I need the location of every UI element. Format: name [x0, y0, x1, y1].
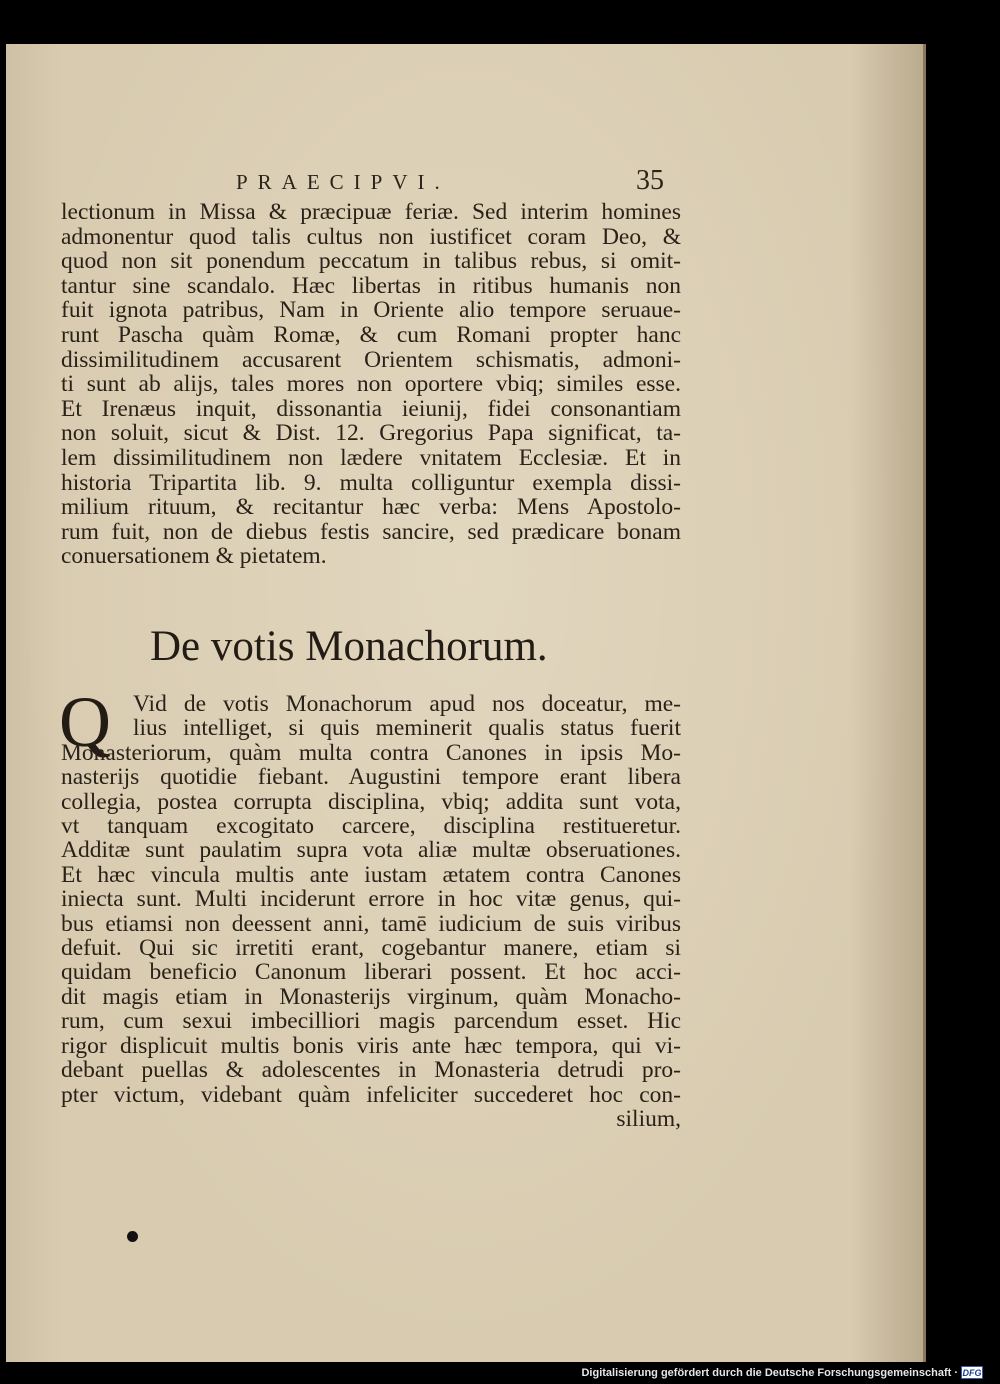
text-line: iniecta sunt. Multi inciderunt errore in hoc vitæ genus, qui- [61, 886, 681, 913]
text-line: fuit ignota patribus, Nam in Oriente alio tempore seruaue- [61, 297, 681, 324]
text-line: lius intelliget, si quis meminerit qualis status fuerit [133, 715, 681, 742]
text-line: lectionum in Missa & præcipuæ feriæ. Sed interim homines [61, 199, 681, 225]
dfg-logo-icon: DFG [962, 1368, 982, 1378]
text-line: vt tanquam excogitato carcere, disciplina restitueretur. [61, 813, 681, 840]
catchword: silium, [616, 1105, 681, 1132]
text-line: Additæ sunt paulatim supra vota aliæ multæ obseruationes. [61, 837, 681, 864]
text-line: dissimilitudinem accusarent Orientem schismatis, admoni- [61, 346, 681, 373]
text-line: debant puellas & adolescentes in Monasteria detrudi pro- [61, 1057, 681, 1084]
digitization-credit: Digitalisierung gefördert durch die Deutsche Forschungsgemeinschaft · [581, 1367, 958, 1379]
text-line: quod non sit ponendum peccatum in talibus rebus, si omit- [61, 248, 681, 275]
text-line: rigor displicuit multis bonis viris ante hæc tempora, qui vi- [61, 1032, 681, 1059]
text-line: lem dissimilitudinem non lædere vnitatem Ecclesiæ. Et in [61, 444, 681, 471]
text-line: Et hæc vincula multis ante iustam ætatem contra Canones [61, 861, 681, 888]
text-line: Vid de votis Monachorum apud nos doceatur, me- [133, 691, 681, 717]
text-line: Et Irenæus inquit, dissonantia ieiunij, fidei consonantiam [61, 395, 681, 422]
text-line: quidam beneficio Canonum liberari possent. Et hoc acci- [61, 959, 681, 986]
text-line: bus etiamsi non deessent anni, tamē iudicium de suis viribus [61, 910, 681, 937]
text-line: rum fuit, non de diebus festis sancire, sed prædicare bonam [61, 518, 681, 545]
paragraph-2 [59, 682, 681, 1132]
text-line: defuit. Qui sic irretiti erant, cogebantur manere, etiam si [61, 935, 681, 962]
ink-dot [127, 1231, 138, 1242]
text-line: historia Tripartita lib. 9. multa colliguntur exempla dissi- [61, 469, 681, 496]
text-line: pter victum, videbant quàm infeliciter succederet hoc con- [61, 1081, 681, 1108]
text-line: nasterijs quotidie fiebant. Augustini tempore erant libera [61, 764, 681, 791]
paragraph-1 [61, 200, 681, 569]
text-line: dit magis etiam in Monasterijs virginum, quàm Monacho- [61, 983, 681, 1010]
text-line: rum, cum sexui imbecilliori magis parcendum esset. Hic [61, 1008, 681, 1035]
running-head: PRAECIPVI. [236, 170, 450, 194]
book-page [6, 44, 926, 1362]
text-line: Monasteriorum, quàm multa contra Canones in ipsis Mo- [61, 739, 681, 766]
text-line: non soluit, sicut & Dist. 12. Gregorius Papa significat, ta- [61, 420, 681, 447]
drop-cap: Q [59, 682, 111, 762]
section-heading: De votis Monachorum. [150, 623, 548, 670]
text-line: runt Pascha quàm Romæ, & cum Romani propter hanc [61, 321, 681, 348]
page-number: 35 [636, 165, 664, 196]
text-line: conuersationem & pietatem. [61, 543, 327, 570]
text-line: collegia, postea corrupta disciplina, vbiq; addita sunt vota, [61, 788, 681, 815]
text-line: tantur sine scandalo. Hæc libertas in ritibus humanis non [61, 272, 681, 299]
text-line: milium rituum, & recitantur hæc verba: Mens Apostolo- [61, 494, 681, 521]
text-line: ti sunt ab alijs, tales mores non oportere vbiq; similes esse. [61, 371, 681, 398]
text-line: admonentur quod talis cultus non iustificet coram Deo, & [61, 223, 681, 250]
